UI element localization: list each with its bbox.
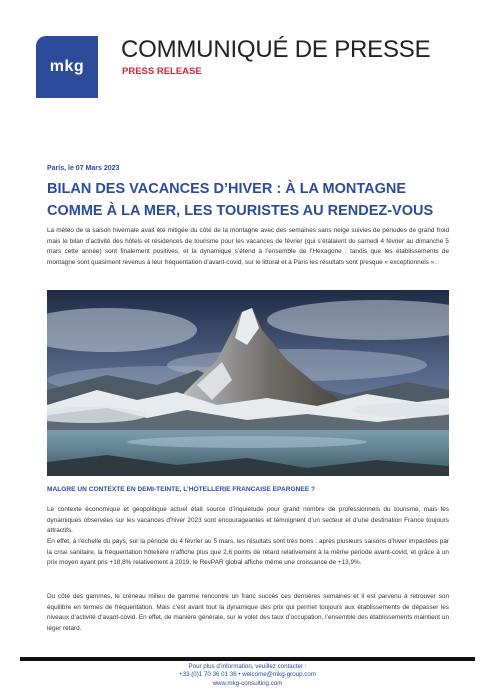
body-paragraph-4: Du côté des gammes, le créneau milieu de gamme rencontre un franc succès ces dernières semaines et il est parvenu à retrouver son équilibre en termes de fréquentation. Mais c’est avant tout la dynamique des prix qui permet toujours aux établissements de dépasser les niveaux d’activité d’avant-covid. En effet, de manière générale, sur le volet des taux d’occupation, l’ensemble des établissements maintient un léger retard. <box>47 593 449 632</box>
logo-text: mkg <box>49 58 85 75</box>
footer-contact-label: Pour plus d’information, veuillez contacter : <box>188 663 307 670</box>
body-paragraph-3: En effet, à l’échelle du pays, sur la période du 4 février au 5 mars, les résultats sont très bons : après plusieurs saisons d’hiver impactées par la crise sanitaire, la fréquentation hôtelière n’affiche plus que 2,6 points de retard relativement à la même période avant-covid, et grâce à un prix moyen ayant pris +18,8% relativement à 2019, le RevPAR global affiche même une croissance de +13,9%. <box>47 538 449 567</box>
intro-paragraph: La météo de la saison hivernale avait été mitigée du côté de la montagne avec des semaines sans neige suivies de périodes de grand froid mais le bilan d’activité des hôtels et résidences de tourisme pour les vacances de février (qui s’étalaient du samedi 4 février au dimanche 5 mars cette année) sont finalement positives, et la dynamique s’étend à l’ensemble de l’Hexagone : tandis que les établissements de montagne sont quasiment revenus à leur fréquentation d’avant-covid, sur le littoral et à Paris les résultats sont presque « exceptionnels ». <box>47 227 449 266</box>
headline-line-1: BILAN DES VACANCES D’HIVER : À LA MONTAGNE <box>47 181 407 197</box>
footer-contact <box>0 663 495 688</box>
page-subtitle: PRESS RELEASE <box>122 66 202 77</box>
press-date: Paris, le 07 Mars 2023 <box>47 165 120 172</box>
mkg-logo <box>36 36 98 98</box>
page-title: COMMUNIQUÉ DE PRESSE <box>121 36 431 63</box>
headline-line-2: COMME À LA MER, LES TOURISTES AU RENDEZ-VOUS <box>47 203 434 219</box>
footer-divider <box>20 657 475 661</box>
footer-website: www.mkg-consulting.com <box>212 679 283 687</box>
body-paragraph-2: Le contexte économique et géopolitique actuel était source d’inquiétude pour grand nombre de professionnels du tourisme, mais les dynamiques observées sur les vacances d’hiver 2023 sont encourageantes et témoignent d’un secteur et d’une destination France toujours attractifs. <box>47 506 449 535</box>
section-subheading: MALGRE UN CONTEXTE EN DEMI-TEINTE, L’HOTELLERIE FRANCAISE EPARGNEE ? <box>47 486 316 493</box>
footer-phone-email: +33 (0)1 70 36 01 36 • welcome@mkg-group.com <box>179 671 316 679</box>
headline <box>47 178 457 222</box>
matterhorn-photo <box>47 290 449 476</box>
